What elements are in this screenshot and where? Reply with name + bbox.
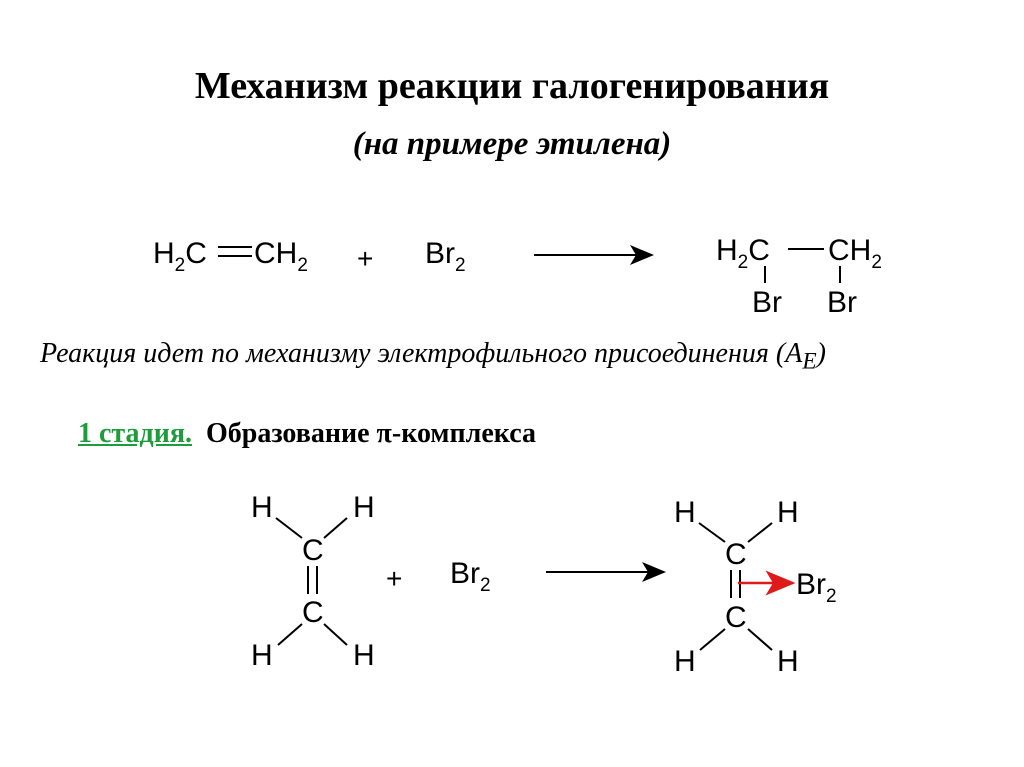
stage-heading <box>78 418 536 450</box>
h-top-right: H <box>353 491 375 524</box>
pi-bromine: Br2 <box>796 568 837 607</box>
pi-h-top-right: H <box>777 496 799 529</box>
mechanism-caption <box>40 338 826 376</box>
double-bond-eq1 <box>218 247 252 256</box>
mechanism-subscript: E <box>802 348 817 375</box>
product-ch2: CH2 <box>828 234 882 273</box>
pi-complex-structure <box>674 496 837 678</box>
bromine-formula-eq1: Br2 <box>425 237 466 276</box>
dibromoethane-structure <box>716 234 882 319</box>
pi-h-bottom-right: H <box>777 645 799 678</box>
equation-overall <box>153 234 882 319</box>
stage-title: Образование π-комплекса <box>205 418 536 449</box>
slide-subtitle: (на примере этилена) <box>352 126 672 162</box>
equation-pi-complex <box>251 491 837 678</box>
pi-carbon-top: C <box>725 538 747 571</box>
plus-sign-eq1: + <box>357 243 374 274</box>
pi-h-top-left: H <box>674 496 696 529</box>
carbon-bottom: C <box>302 596 324 629</box>
bromine-formula-eq2: Br2 <box>450 557 491 596</box>
product-br-right: Br <box>827 286 857 319</box>
pi-carbon-bottom: C <box>725 601 747 634</box>
mechanism-close: ) <box>816 338 826 369</box>
stage-number: 1 стадия. <box>78 418 192 449</box>
mechanism-text: Реакция идет по механизму электрофильного присоединения (A <box>40 338 803 369</box>
plus-sign-eq2: + <box>386 563 403 594</box>
h-bottom-right: H <box>353 639 375 672</box>
pi-h-bottom-left: H <box>674 645 696 678</box>
ethylene-ch2: CH2 <box>254 237 308 276</box>
slide-title: Механизм реакции галогенирования <box>194 65 830 107</box>
h-bottom-left: H <box>251 639 273 672</box>
carbon-top: C <box>302 534 324 567</box>
ethylene-formula: H2C <box>153 237 207 276</box>
h-top-left: H <box>251 491 273 524</box>
product-h2c: H2C <box>716 234 770 273</box>
product-br-left: Br <box>752 286 782 319</box>
ethylene-structure <box>251 491 375 672</box>
